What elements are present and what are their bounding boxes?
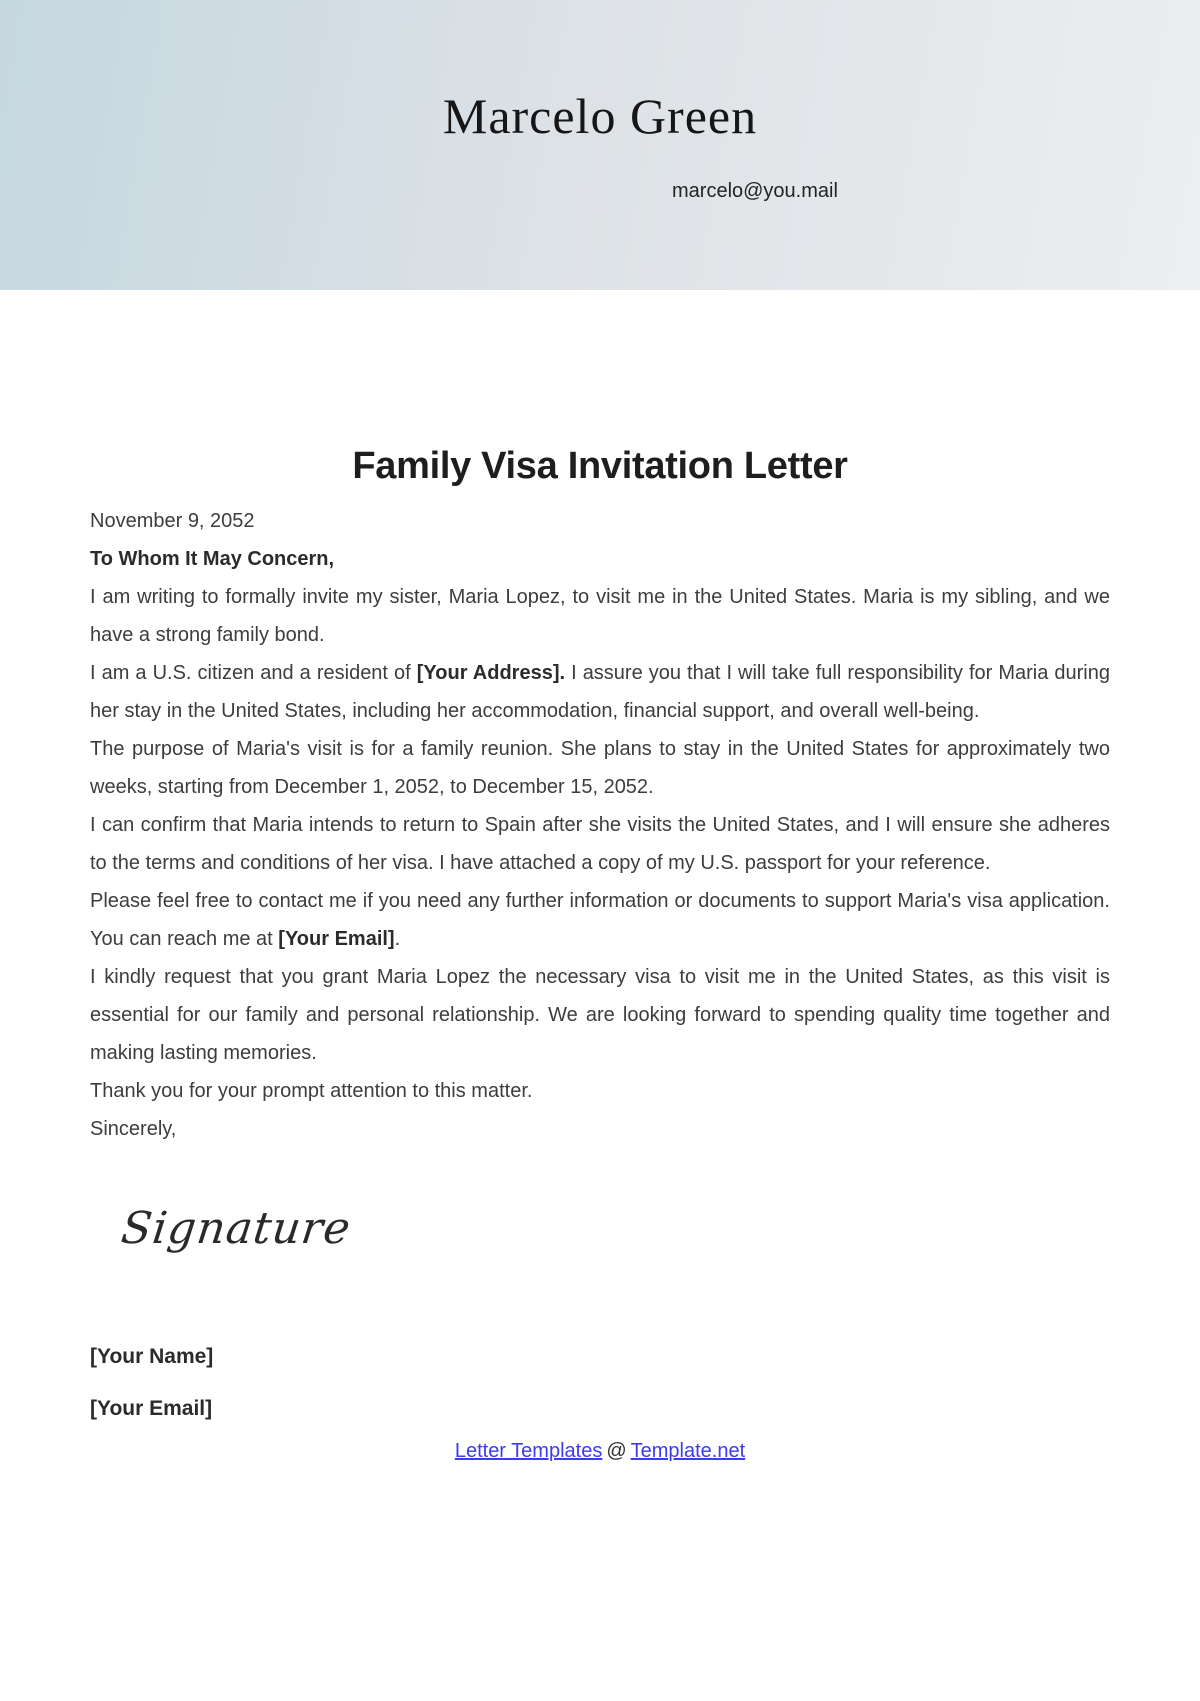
footer-separator: @ (606, 1440, 627, 1462)
sender-email: marcelo@you.mail (672, 180, 838, 202)
letter-paragraphs (90, 578, 1110, 1110)
letter-paragraph: I am a U.S. citizen and a resident of [Your Address]. I assure you that I will take full responsibility for Maria during her stay in the United States, including her accommodation, financial support, and overall well-being. (90, 662, 1110, 722)
letter-paragraph: I am writing to formally invite my sister, Maria Lopez, to visit me in the United States. Maria is my sibling, and we have a strong family bond. (90, 586, 1110, 646)
signature-script: Signature (118, 1203, 354, 1254)
letter-paragraph: I can confirm that Maria intends to return to Spain after she visits the United States, and I will ensure she adheres to the terms and conditions of her visa. I have attached a copy of my U.S. passport for your reference. (90, 814, 1110, 874)
letter-paragraph: I kindly request that you grant Maria Lopez the necessary visa to visit me in the United States, as this visit is essential for our family and personal relationship. We are looking forward to spending quality time together and making lasting memories. (90, 966, 1110, 1064)
footer-attribution (90, 1438, 1110, 1464)
letter-content (0, 442, 1200, 1464)
letterhead (0, 0, 1200, 290)
signer-name-placeholder: [Your Name] (90, 1345, 214, 1368)
letter-body (90, 502, 1110, 1148)
letter-date: November 9, 2052 (90, 510, 255, 532)
sender-name: Marcelo Green (442, 88, 758, 144)
letter-paragraph: The purpose of Maria's visit is for a family reunion. She plans to stay in the United States for approximately two weeks, starting from December 1, 2052, to December 15, 2052. (90, 738, 1110, 798)
letter-paragraph: Thank you for your prompt attention to this matter. (90, 1080, 533, 1102)
template-net-link[interactable]: Template.net (630, 1440, 746, 1462)
signer-email-placeholder: [Your Email] (90, 1397, 213, 1420)
closing: Sincerely, (90, 1118, 177, 1140)
letter-paragraph: Please feel free to contact me if you need any further information or documents to support Maria's visa application. You can reach me at [Your Email]. (90, 890, 1110, 950)
letter-title: Family Visa Invitation Letter (352, 445, 848, 487)
letter-templates-link[interactable]: Letter Templates (454, 1440, 603, 1462)
salutation: To Whom It May Concern, (90, 548, 335, 570)
